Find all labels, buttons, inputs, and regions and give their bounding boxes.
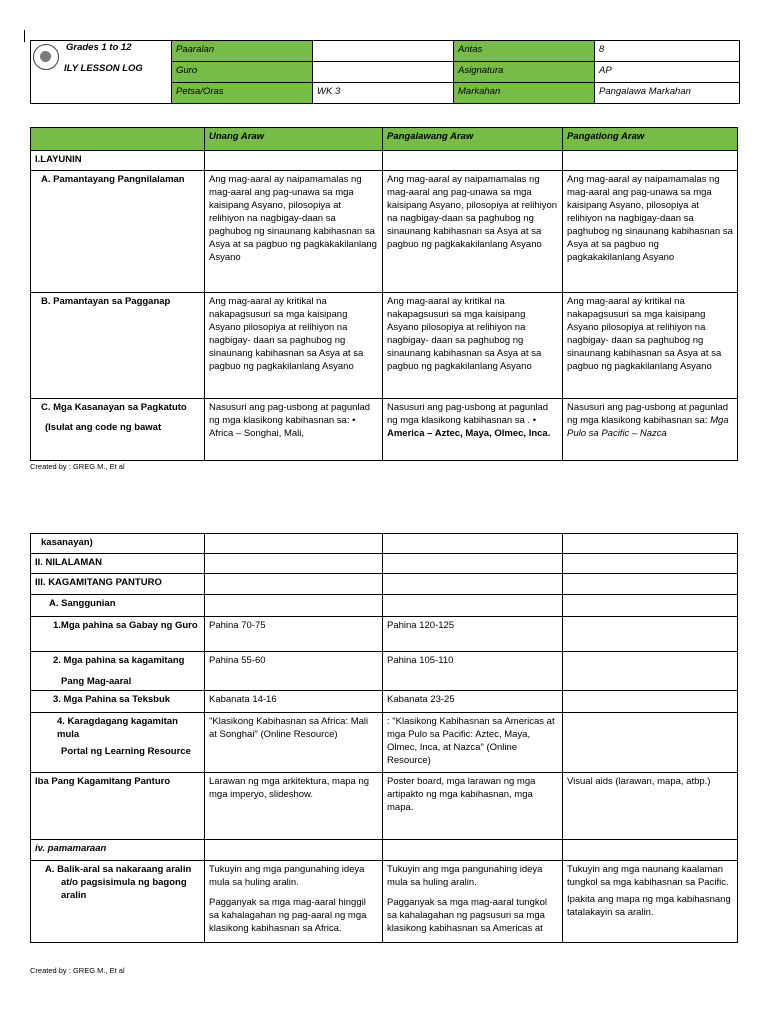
- pagganap-day2: Ang mag-aaral ay kritikal na nakapagsusuri sa mga kaisipang Asyano pilosopiya at relihiyon na nagbigay- daan sa paghubog ng sinaunang kabihasnan sa Asya at sa pagbuo ng pagkakilanlang Asyano: [383, 293, 563, 399]
- paaralan-label: Paaralan: [172, 41, 313, 62]
- pamantayang-label: A. Pamantayang Pangnilalaman: [31, 171, 205, 293]
- petsa-label: Petsa/Oras: [172, 83, 313, 104]
- iba-pang-day1: Larawan ng mga arkitektura, mapa ng mga imperyo, slideshow.: [205, 773, 383, 840]
- empty-cell: [563, 595, 738, 617]
- balik-aral-day3-p1: Tukuyin ang mga naunang kaalaman tungkol sa mga kabihasnan sa Pacific.: [567, 864, 729, 888]
- empty-cell: [383, 534, 563, 554]
- empty-cell: [205, 595, 383, 617]
- teksbuk-day1: Kabanata 14-16: [205, 691, 383, 713]
- empty-cell: [563, 713, 738, 773]
- balik-aral-day1-p1: Tukuyin ang mga pangunahing ideya mula sa huling aralin.: [209, 864, 365, 888]
- empty-cell: [383, 554, 563, 574]
- karagdagang-line1: 4. Karagdagang kagamitan mula: [57, 716, 178, 740]
- balik-aral-day2-p2: Pagganyak sa mga mag-aaral tungkol sa kahalagahan ng pagsusuri sa mga klasikong kabihasnan sa Americas at: [387, 897, 548, 934]
- kasanayan-title: C. Mga Kasanayan sa Pagkatuto: [41, 402, 187, 413]
- balik-aral-line2: at/o pagsisimula ng bagong aralin: [61, 877, 187, 901]
- markahan-value: Pangalawa Markahan: [595, 83, 740, 104]
- kasanayan-continued: kasanayan): [31, 534, 205, 554]
- guro-label: Guro: [172, 62, 313, 83]
- lesson-log-title: ILY LESSON LOG: [64, 63, 143, 74]
- pagganap-day3: Ang mag-aaral ay kritikal na nakapagsusuri sa mga kaisipang Asyano pilosopiya at relihiyon na nagbigay- daan sa paghubog ng sinaunang kabihasnan sa Asya at sa pagbuo ng pagkakilanlang Asyano: [563, 293, 738, 399]
- karagdagang-line2: Portal ng Learning Resource: [61, 746, 191, 757]
- karagdagang-label: [31, 713, 205, 773]
- kagamitan-heading: III. KAGAMITANG PANTURO: [31, 574, 205, 595]
- empty-cell: [563, 534, 738, 554]
- empty-cell: [563, 840, 738, 861]
- iba-pang-label: Iba Pang Kagamitang Panturo: [31, 773, 205, 840]
- kagamitang-mag-aaral-label: [31, 652, 205, 691]
- kasanayan-day3-italic: Mga Pulo sa Pacific – Nazca: [567, 415, 729, 439]
- day2-header: Pangalawang Araw: [383, 128, 563, 151]
- antas-label: Antas: [454, 41, 595, 62]
- balik-aral-line1: A. Balik-aral sa nakaraang aralin: [45, 864, 192, 875]
- day3-header: Pangatlong Araw: [563, 128, 738, 151]
- balik-aral-day1: [205, 861, 383, 943]
- empty-cell: [563, 554, 738, 574]
- empty-cell: [205, 840, 383, 861]
- kasanayan-day2-text: Nasusuri ang pag-usbong at pagunlad ng mga klasikong kabihasnan sa . •: [387, 402, 549, 426]
- deped-seal-logo: [33, 44, 59, 70]
- teksbuk-label: 3. Mga Pahina sa Teksbuk: [31, 691, 205, 713]
- empty-cell: [563, 574, 738, 595]
- grades-title: Grades 1 to 12: [66, 42, 132, 53]
- kasanayan-day3: [563, 399, 738, 461]
- empty-cell: [383, 574, 563, 595]
- kasanayan-subtitle: (Isulat ang code ng bawat: [45, 422, 162, 433]
- pamantayang-day1: Ang mag-aaral ay naipamamalas ng mag-aaral ang pag-unawa sa mga kaisipang Asyano, pilosopiya at relihiyon na nagbigay-daan sa paghubog ng sinaunang kabihasnan sa Asya at sa pagbuo ng pagkakakilanlang Asyano: [205, 171, 383, 293]
- karagdagang-day1: "Klasikong Kabihasnan sa Africa: Mali at Songhai" (Online Resource): [205, 713, 383, 773]
- empty-cell: [205, 534, 383, 554]
- kagamitang-label-line2: Pang Mag-aaral: [61, 676, 132, 687]
- lesson-table-page1: [30, 127, 738, 461]
- pagganap-label: B. Pamantayan sa Pagganap: [31, 293, 205, 399]
- kasanayan-day2-bold: America – Aztec, Maya, Olmec, Inca.: [387, 428, 551, 439]
- empty-cell: [383, 151, 563, 171]
- pamantayang-day2: Ang mag-aaral ay naipamamalas ng mag-aaral ang pag-unawa sa mga kaisipang Asyano, pilosopiya at relihiyon na nagbigay-daan sa paghubog ng sinaunang kabihasnan sa Asya at sa pagbuo ng pagkakakilanlang Asyano: [383, 171, 563, 293]
- balik-aral-day1-p2: Pagganyak sa mga mag-aaral hinggil sa kahalagahan ng pag-aaral ng mga klasikong kabihasnan sa Africa.: [209, 897, 367, 934]
- corner-cell: [31, 128, 205, 151]
- balik-aral-day2: [383, 861, 563, 943]
- footer-credit-page1: Created by : GREG M., Et al: [30, 462, 125, 471]
- teksbuk-day2: Kabanata 23-25: [383, 691, 563, 713]
- guro-value: [313, 62, 454, 83]
- text-cursor: [24, 30, 25, 42]
- day1-header: Unang Araw: [205, 128, 383, 151]
- layunin-heading: I.LAYUNIN: [31, 151, 205, 171]
- iba-pang-day2: Poster board, mga larawan ng mga artipakto ng mga kabihasnan, mga mapa.: [383, 773, 563, 840]
- kasanayan-day2: [383, 399, 563, 461]
- empty-cell: [383, 840, 563, 861]
- empty-cell: [563, 691, 738, 713]
- empty-cell: [563, 617, 738, 652]
- markahan-label: Markahan: [454, 83, 595, 104]
- pamantayang-day3: Ang mag-aaral ay naipamamalas ng mag-aaral ang pag-unawa sa mga kaisipang Asyano, pilosopiya at relihiyon na nagbigay-daan sa paghubog ng sinaunang kabihasnan sa Asya at sa pagbuo ng pagkakakilanlang Asyano: [563, 171, 738, 293]
- petsa-value: WK 3: [313, 83, 454, 104]
- lesson-table-page2: [30, 533, 738, 943]
- asignatura-value: AP: [595, 62, 740, 83]
- karagdagang-day2: : "Klasikong Kabihasnan sa Americas at mga Pulo sa Pacific: Aztec, Maya, Olmec, Inca, at Nazca" (Online Resource): [383, 713, 563, 773]
- sanggunian-heading: A. Sanggunian: [31, 595, 205, 617]
- gabay-guro-day2: Pahina 120-125: [383, 617, 563, 652]
- empty-cell: [383, 595, 563, 617]
- gabay-guro-day1: Pahina 70-75: [205, 617, 383, 652]
- balik-aral-label: [31, 861, 205, 943]
- empty-cell: [563, 151, 738, 171]
- kasanayan-day3-text: Nasusuri ang pag-usbong at pagunlad ng mga klasikong kabihasnan sa:: [567, 402, 729, 426]
- kagamitang-day1: Pahina 55-60: [205, 652, 383, 691]
- paaralan-value: [313, 41, 454, 62]
- empty-cell: [563, 652, 738, 691]
- balik-aral-day3-p2: Ipakita ang mapa ng mga kabihasnang tatalakayin sa aralin.: [567, 894, 731, 918]
- kasanayan-label: [31, 399, 205, 461]
- empty-cell: [205, 151, 383, 171]
- kasanayan-day1: Nasusuri ang pag-usbong at pagunlad ng mga klasikong kabihasnan sa: • Africa – Songhai, Mali,: [205, 399, 383, 461]
- footer-credit-page2: Created by : GREG M., Et al: [30, 966, 125, 975]
- balik-aral-day2-p1: Tukuyin ang mga pangunahing ideya mula sa huling aralin.: [387, 864, 543, 888]
- gabay-guro-label: 1.Mga pahina sa Gabay ng Guro: [31, 617, 205, 652]
- pamamaraan-heading: iv. pamamaraan: [31, 840, 205, 861]
- asignatura-label: Asignatura: [454, 62, 595, 83]
- balik-aral-day3: [563, 861, 738, 943]
- iba-pang-day3: Visual aids (larawan, mapa, atbp.): [563, 773, 738, 840]
- empty-cell: [205, 554, 383, 574]
- kagamitang-label-line1: 2. Mga pahina sa kagamitang: [53, 655, 185, 666]
- pagganap-day1: Ang mag-aaral ay kritikal na nakapagsusuri sa mga kaisipang Asyano pilosopiya at relihiyon na nagbigay- daan sa paghubog ng sinaunang kabihasnan sa Asya at sa pagbuo ng pagkakilanlang Asyano: [205, 293, 383, 399]
- kagamitang-day2: Pahina 105-110: [383, 652, 563, 691]
- nilalaman-heading: II. NILALAMAN: [31, 554, 205, 574]
- antas-value: 8: [595, 41, 740, 62]
- empty-cell: [205, 574, 383, 595]
